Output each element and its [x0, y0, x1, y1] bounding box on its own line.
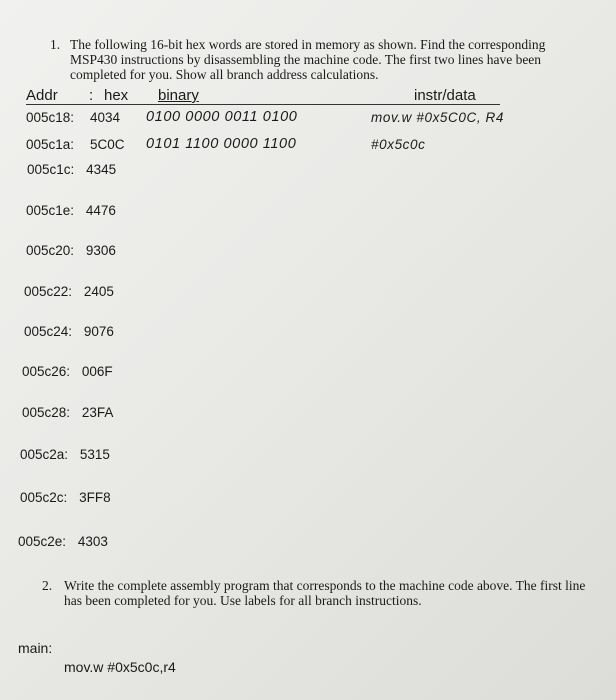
row-addr: 005c1c: [27, 162, 75, 177]
table-row [26, 243, 116, 258]
header-hex: hex [104, 87, 129, 104]
row-addr: 005c20: [26, 243, 75, 258]
table-row [26, 137, 125, 152]
row-addr: 005c2a: [20, 447, 69, 462]
row-addr: 005c18: [26, 110, 75, 125]
table-row [26, 203, 116, 218]
row-hex: 23FA [81, 405, 114, 420]
row-addr: 005c28: [22, 405, 71, 420]
table-row [27, 162, 116, 177]
row-hex: 4476 [85, 203, 116, 218]
table-row [22, 405, 113, 420]
row-addr: 005c26: [22, 364, 71, 379]
row-hex: 5C0C [90, 137, 125, 152]
row-addr: 005c2e: [18, 534, 67, 549]
header-addr: Addr [26, 87, 58, 104]
program-main-label: main: [18, 640, 53, 656]
row-hex: 4345 [86, 162, 117, 177]
row-hex: 9306 [85, 243, 116, 258]
program-first-line: mov.w #0x5c0c,r4 [64, 659, 176, 675]
question-1-text: The following 16-bit hex words are stored in memory as shown. Find the corresponding MSP430 instructions by disassembling the machine code. The first two lines have been completed for you. Show all branch address calculations. [70, 37, 546, 82]
question-2 [42, 578, 602, 608]
table-row [18, 534, 108, 549]
question-2-text: Write the complete assembly program that corresponds to the machine code above. The first line has been completed for you. Use labels for all branch instructions. [64, 578, 586, 608]
row-binary-handwritten: 0101 1100 0000 1100 [146, 136, 297, 152]
table-row [24, 324, 114, 339]
header-rule [26, 104, 500, 105]
row-hex: 2405 [83, 284, 114, 299]
row-hex: 5315 [79, 447, 110, 462]
table-row [22, 364, 113, 379]
row-instr-handwritten: #0x5c0c [371, 137, 426, 152]
table-row [20, 490, 111, 505]
row-addr: 005c1e: [26, 203, 75, 218]
row-addr: 005c24: [24, 324, 73, 339]
table-row [26, 110, 121, 125]
row-instr-handwritten: mov.w #0x5C0C, R4 [371, 110, 504, 125]
question-1 [50, 37, 580, 82]
row-binary-handwritten: 0100 0000 0011 0100 [146, 109, 298, 125]
row-hex: 4303 [77, 534, 108, 549]
row-addr: 005c1a: [26, 137, 75, 152]
question-2-number: 2. [42, 578, 53, 593]
row-addr: 005c22: [24, 284, 73, 299]
header-colon: : [89, 87, 94, 104]
table-row [24, 284, 114, 299]
header-instr-data: instr/data [414, 87, 476, 104]
table-row [20, 447, 110, 462]
row-hex: 3FF8 [79, 490, 111, 505]
header-binary: binary [158, 87, 199, 104]
question-1-number: 1. [50, 37, 61, 52]
row-hex: 006F [81, 364, 113, 379]
row-addr: 005c2c: [20, 490, 68, 505]
row-hex: 4034 [90, 110, 121, 125]
row-hex: 9076 [83, 324, 114, 339]
